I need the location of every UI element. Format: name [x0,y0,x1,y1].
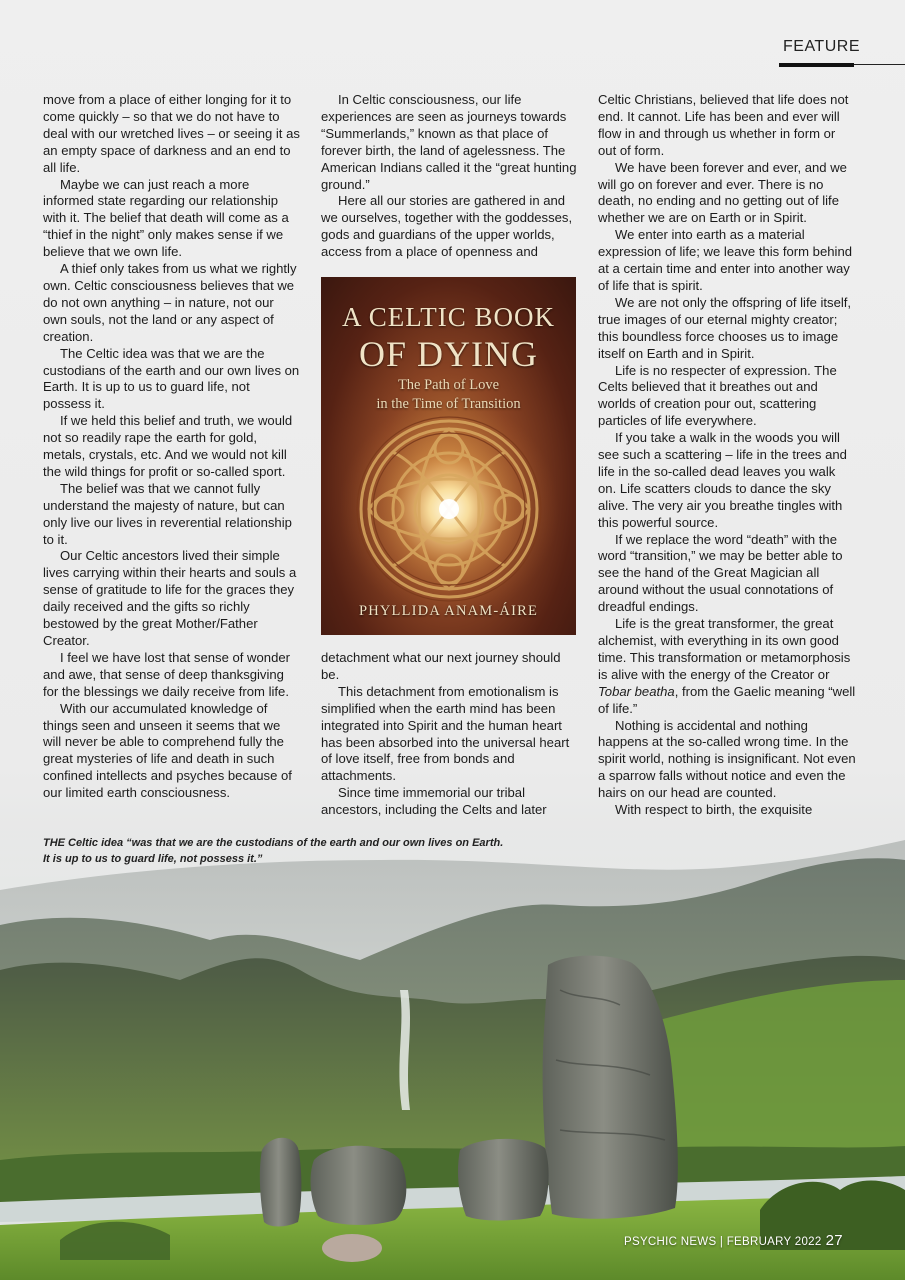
paragraph: Maybe we can just reach a more informed state regarding our relationship with it. The belief that death will come as a “thief in the night” only makes sense if we believe that we own life. [43,176,289,260]
publication-info: PSYCHIC NEWS | FEBRUARY 2022 [624,1236,822,1248]
paragraph: With our accumulated knowledge of things seen and unseen it seems that we will never be able to comprehend fully the great mysteries of life and death in such confined intellects and psyches because of our limited earth consciousness. [43,700,292,801]
paragraph: Here all our stories are gathered in and we ourselves, together with the goddesses, gods and guardians of the upper worlds, access from a place of openness and [321,193,573,260]
book-subtitle-line-1: The Path of Love [397,377,500,393]
paragraph: The Celtic idea was that we are the custodians of the earth and our own lives on Earth. It is up to us to guard life, not possess it. [43,345,300,412]
book-cover-image [321,277,576,635]
article-column-3 [598,92,856,819]
article-column-2-top [321,92,579,261]
paragraph: If you take a walk in the woods you will see such a scattering – life in the trees and life in the so-called dead leaves you walk on. Life scatters clouds to dance the sky alive. The very air you breathe tingles with this powerful source. [598,430,847,530]
page-footer [624,1232,843,1249]
pull-quote-caption [43,836,513,867]
article-column-2-bottom [321,650,579,819]
paragraph: Celtic Christians, believed that life does not end. It cannot. Life has been and ever will flow in and through us whether in form or out of form. [598,92,849,158]
section-tag: FEATURE [783,38,860,55]
book-subtitle-line-2: in the Time of Transition [376,396,521,412]
book-title-line-1: A CELTIC BOOK [341,302,556,332]
book-title-line-2: OF DYING [359,334,538,374]
paragraph: I feel we have lost that sense of wonder and awe, that sense of deep thanksgiving for the blessings we daily receive from life. [43,649,291,699]
paragraph: This detachment from emotionalism is simplified when the earth mind has been integrated into Spirit and the human heart has been absorbed into the universal heart of love itself, free from bonds and attachments. [321,683,570,784]
paragraph: We are not only the offspring of life itself, true images of our eternal mighty creator; this boundless force chooses us to image itself on Earth and in Spirit. [598,294,852,361]
paragraph: If we held this belief and truth, we would not so readily rape the earth for gold, metals, crystals, etc. And we would not kill the wild things for profit or so-called sport. [43,413,293,479]
paragraph [598,616,856,717]
paragraph: Nothing is accidental and nothing happens at the so-called wrong time. In the spirit world, nothing is insignificant. Not even a sparrow falls without notice and even the hairs on our head are counted. [598,717,856,801]
gaelic-term: Tobar beatha [598,683,675,699]
caption-line-2: It is up to us to guard life, not possess it.” [43,852,263,865]
section-rule-accent [779,63,854,67]
paragraph: The belief was that we cannot fully understand the majesty of nature, but can only live our lives in reverential relationship to it. [43,480,292,547]
paragraph: With respect to birth, the exquisite [615,802,813,818]
paragraph: Our Celtic ancestors lived their simple lives carrying within their hearts and souls a sense of gratitude to life for the graces they daily received and the gifts so richly bestowed by the great Mother/Father Creator. [43,548,297,648]
paragraph-text: Life is the great transformer, the great alchemist, with everything in its own good time. This transformation or metamorphosis is alive with the energy of the Creator or [598,616,851,682]
paragraph: move from a place of either longing for it to come quickly – so that we do not have to deal with our wretched lives – or seeing it as an empty space of darkness and an end to all life. [43,92,300,175]
standing-stones-landscape-photo [0,830,905,1280]
caption-line-1: THE Celtic idea “was that we are the custodians of the earth and our own lives on Earth. [43,837,504,849]
paragraph: If we replace the word “death” with the word “transition,” we may be better able to see the hand of the Great Magician all around without the usual connotations of dreadful endings. [598,531,843,615]
gaelic-gloss: , from the Gaelic meaning “well of life.” [598,683,856,716]
paragraph: In Celtic consciousness, our life experiences are seen as journeys towards “Summerlands,” known as that place of forever birth, the land of agelessness. The American Indians called it the “great hunting ground.” [321,92,577,192]
paragraph: detachment what our next journey should be. [321,650,561,682]
paragraph: Since time immemorial our tribal ancestors, including the Celts and later [321,785,547,818]
page-number: 27 [825,1232,843,1249]
article-column-1 [43,92,301,802]
paragraph: We have been forever and ever, and we will go on forever and ever. There is no death, no ending and no getting out of life whether we are on Earth or in Spirit. [598,159,847,226]
paragraph: Life is no respecter of expression. The Celts believed that it breathes out and worlds of creation pour out, scattering particles of life everywhere. [598,362,837,429]
paragraph: We enter into earth as a material expression of life; we leave this form behind at a certain time and enter into another way of life that is spirit. [598,227,853,293]
paragraph: A thief only takes from us what we rightly own. Celtic consciousness believes that we do not own anything – in nature, not our own souls, not the land or any aspect of creation. [43,261,297,344]
book-author: PHYLLIDA ANAM-ÁIRE [358,603,539,619]
